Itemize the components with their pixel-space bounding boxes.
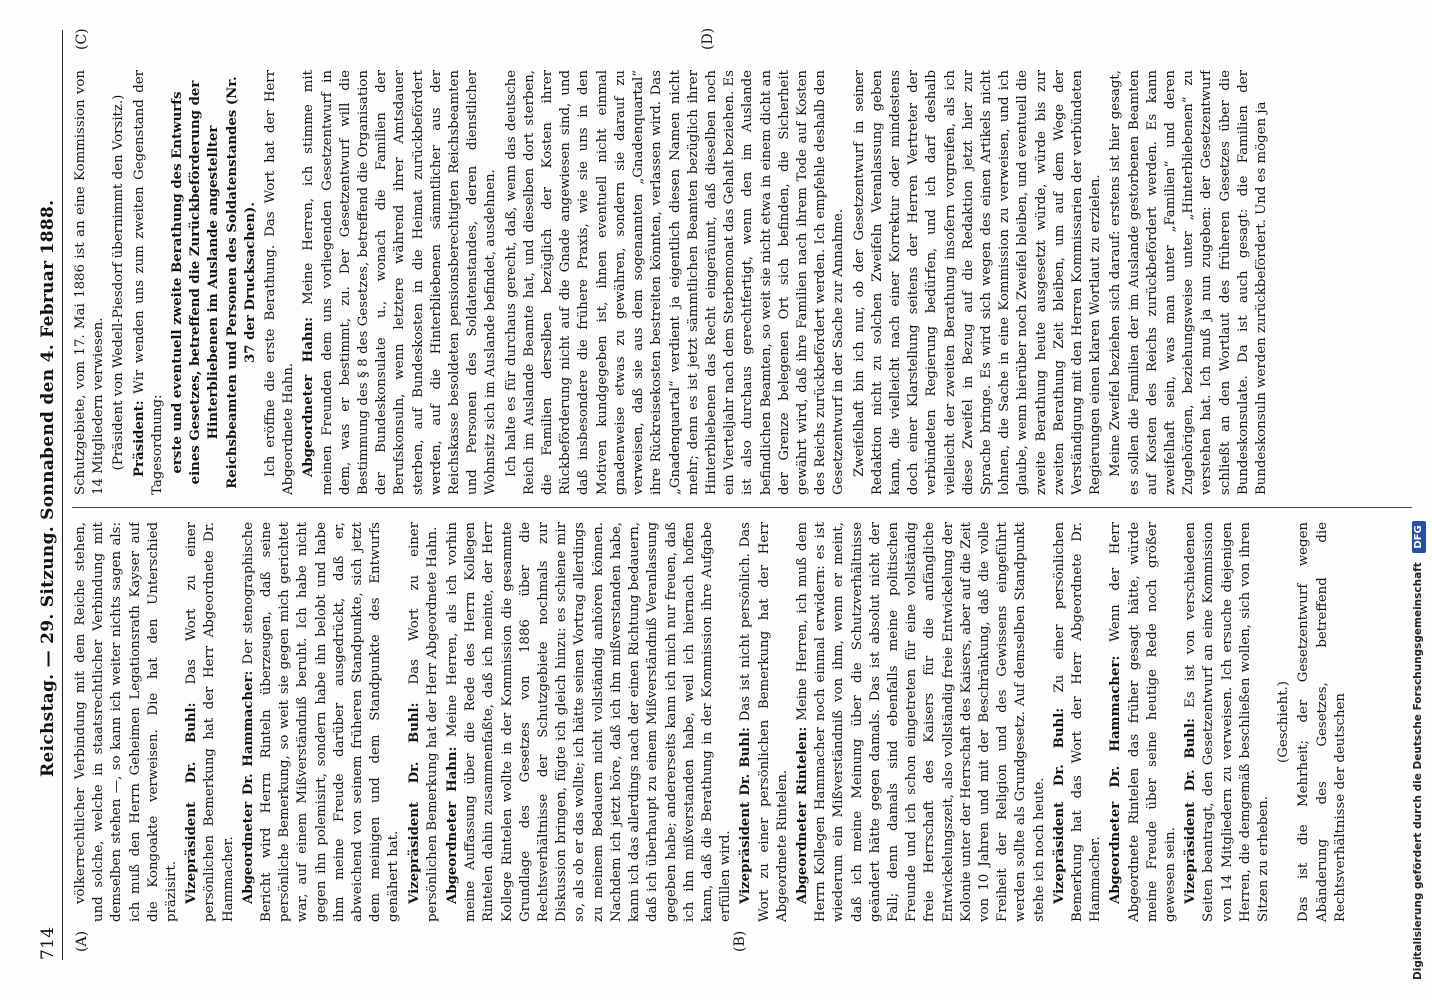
paragraph bbox=[240, 522, 404, 922]
paragraph-text: Wenn der Herr Abgeordnete Rintelen das früher gesagt hätte, würde meine Freude über seine heutige Rede noch größer gewesen sein. bbox=[1108, 522, 1178, 922]
paragraph bbox=[1051, 522, 1106, 922]
speaker-name: Vizepräsident Dr. Buhl: bbox=[1051, 707, 1067, 904]
paragraph-text: Ich eröffne die erste Berathung. Das Wort hat der Herr Abgeordnete Hahn. bbox=[263, 70, 297, 495]
paragraph bbox=[300, 70, 500, 495]
paragraph bbox=[444, 522, 735, 922]
paragraph bbox=[1107, 522, 1180, 922]
digitization-credit: Digitalisierung gefördert durch die Deutsche Forschungsgemeinschaft bbox=[1412, 562, 1424, 980]
speaker-name: Abgeordneter Dr. Hammacher: bbox=[240, 670, 256, 904]
speaker-name: Abgeordneter Hahn: bbox=[301, 316, 317, 477]
paragraph bbox=[72, 70, 108, 495]
paragraph-text: erste und eventuell zweite Berathung des Entwurfs eines Gesetzes, betreffend die Zurückbeförderung der Hinterbliebenen im Auslande angestellter Reichsbeamten und Personen des Soldatenstandes (Nr. 37 der Drucksachen). bbox=[170, 76, 258, 489]
paragraph-text: Ich halte es für durchaus gerecht, daß, wenn das deutsche Reich im Auslande Beamte hat, und dieselben dort sterben, die Familien derselben bezüglich der Kosten ihrer Rückbeförderung nicht auf die Gnade angewiesen sind, und daß insbesondere die frühere Praxis, wie sie uns in den Motiven kundgegeben ist, ihnen eventuell nicht einmal gnadenweise etwas zu gewähren, sondern sie darauf zu verweisen, daß sie aus dem sogenannten „Gnadenquartal“ ihre Rückreisekosten bestreiten könnten, verlassen wird. Das „Gnadenquartal“ verdient ja eigentlich diesen Namen nicht mehr; denn es ist jetzt sämmtlichen Beamten bezüglich ihrer Hinterbliebenen das Recht eingeräumt, daß dieselben noch ein Vierteljahr nach dem Sterbemonat das Gehalt beziehen. Es ist also durchaus gerechtfertigt, wenn den im Auslande befindlichen Beamten, so weit sie nicht etwa in einem dicht an der Grenze belegenen Ort sich befinden, die Sicherheit gewährt wird, daß ihre Familien nach ihrem Tode auf Kosten des Reichs zurückbefördert werden. Ich empfehle deshalb den Gesetzentwurf in der Sache zur Annahme. bbox=[503, 70, 847, 495]
paragraph bbox=[1275, 522, 1293, 922]
margin-marker-a: (A) bbox=[74, 930, 90, 952]
page-title: Reichstag. — 29. Sitzung. Sonnabend den 4. Februar 1888. bbox=[38, 199, 58, 777]
paragraph-text: Das ist die Mehrheit; der Gesetzentwurf wegen Abänderung des Gesetzes, betreffend die Rechtsverhältnisse der deutschen bbox=[1296, 522, 1348, 922]
paragraph bbox=[169, 70, 260, 495]
speaker-name: Abgeordneter Dr. Hammacher: bbox=[1108, 655, 1124, 904]
paragraph bbox=[851, 70, 1106, 495]
margin-marker-c: (C) bbox=[74, 28, 90, 50]
paragraph-text: Zweifelhaft bin ich nur, ob der Gesetzentwurf in seiner Redaktion nicht zu solchen Zweifeln Veranlassung geben kann, die vielleicht nach einer Korrektur oder mindestens doch einer Klarstellung seitens der Herren Vertreter der verbündeten Regierung bedürfen, und ich darf deshalb vielleicht der zweiten Berathung insofern vorgreifen, als ich diese Zweifel in Bezug auf die Redaktion jetzt hier zur Sprache bringe. Es wird sich wegen des einen Artikels nicht lohnen, die Sache in eine Kommission zu verweisen, und ich glaube, wenn hierüber noch Zweifel bleiben, und eventuell die zweite Berathung heute ausgesetzt würde, würde bis zur zweiten Berathung Zeit bleiben, um auf dem Wege der Verständigung mit den Herren Kommissarien der verbündeten Regierungen einen klaren Wortlaut zu erzielen. bbox=[851, 70, 1104, 495]
paragraph-text: Meine Herren, als ich vorhin meine Auffassung über die Rede des Herrn Kollegen Rintelen dahin zusammenfaßte, daß ich meinte, der Herr Kollege Rintelen wollte in der Kommission die gesammte Grundlage des Gesetzes von 1886 über die Rechtsverhältnisse der Schutzgebiete nochmals zur Diskussion bringen, fügte ich gleich hinzu: es schiene mir so, als ob er das wollte; ich hätte seinen Vortrag allerdings zu meinem Bedauern nicht vollständig anhören können. Nachdem ich jetzt höre, daß ich ihn mißverstanden habe, kann ich das allerdings nach der einen Richtung bedauern, daß ich überhaupt zu einem Mißverständniß Veranlassung gegeben habe; andererseits kann ich mich nur freuen, daß ich ihn mißverstanden habe, weil ich hiernach hoffen kann, daß die Berathung in der Kommission ihre Aufgabe erfüllen wird. bbox=[445, 522, 734, 922]
paragraph-text: Der stenographische Bericht wird Herrn Rinteln überzeugen, daß seine persönliche Bemerkung, so weit sie gegen mich gerichtet war, auf einem Mißverständniß beruht. Ich habe nicht gegen ihn polemisirt, sondern habe ihn belobt und habe ihm meine Freude darüber ausgedrückt, daß er, abweichend von seinem früheren Standpunkte, sich jetzt dem meinigen und dem Standpunkte des Entwurfs genähert hat. bbox=[240, 522, 402, 922]
paragraph-text: Wir wenden uns zum zweiten Gegenstand der Tagesordnung: bbox=[131, 70, 165, 495]
paragraph-text: Schutzgebiete, vom 17. Mai 1886 ist an eine Kommission von 14 Mitgliedern verwiesen. bbox=[73, 70, 107, 495]
running-head bbox=[18, 30, 58, 960]
left-column bbox=[72, 522, 1414, 922]
paragraph bbox=[1295, 522, 1350, 922]
speaker-name: Vizepräsident Dr. Buhl: bbox=[1183, 718, 1199, 904]
header-rule bbox=[62, 30, 63, 960]
paragraph bbox=[1182, 522, 1273, 922]
dfg-logo: DFG bbox=[1412, 521, 1426, 552]
speaker-name: Abgeordneter Hahn: bbox=[445, 746, 461, 904]
speaker-name: Präsident: bbox=[131, 400, 147, 477]
right-column bbox=[72, 70, 1414, 495]
page-number: 714 bbox=[38, 926, 58, 960]
margin-marker-d: (D) bbox=[700, 27, 716, 50]
margin-marker-b: (B) bbox=[732, 930, 748, 952]
paragraph bbox=[794, 522, 1049, 922]
paragraph-text: Das Wort zu einer persönlichen Bemerkung hat der Herr Abgeordnete Hahn. bbox=[406, 522, 440, 922]
paragraph-text: Das ist nicht persönlich. Das Wort zu einer persönlichen Bemerkung hat der Herr Abgeordnete Rintelen. bbox=[738, 522, 790, 922]
paragraph bbox=[262, 70, 298, 495]
paragraph-text: Meine Herren, ich muß dem Herrn Kollegen Hammacher noch einmal erwidern: es ist wiederum ein Mißverständniß von ihm, wenn er meint, daß ich meine Meinung über die Schutzverhältnisse geändert hätte gegen damals. Das ist absolut nicht der Fall; denn damals sind ebenfalls meine politischen Freunde und ich schon eingetreten für eine vollständig freie Herrschaft des Kaisers für die anfängliche Entwickelungszeit, also vollständig freie Entwickelung der Kolonie unter der Herrschaft des Kaisers, aber auf die Zeit von 10 Jahren und mit der Beschränkung, daß die volle Freiheit der Religion und des Gewissens eingeführt werden sollte als Grundgesetz. Auf demselben Standpunkt stehe ich noch heute. bbox=[794, 522, 1047, 922]
speaker-name: Vizepräsident Dr. Buhl: bbox=[406, 702, 422, 904]
paragraph bbox=[406, 522, 442, 922]
paragraph-text: völkerrechtlicher Verbindung mit dem Reiche stehen, und solche, welche in staatsrechtlicher Verbindung mit demselben stehen —, so kann ich weiter nichts sagen als: ich muß den Herrn Geheimen Legationsrath Kayser auf die Kongoakte verweisen. Die hat den Unterschied präzisirt. bbox=[73, 522, 180, 922]
paragraph-text: Meine Herren, ich stimme mit meinen Freunden dem uns vorliegenden Gesetzentwurf in dem, was er bestimmt, zu. Der Gesetzentwurf will die Bestimmung des § 8 des Gesetzes, betreffend die Organisation der Bundeskonsulate u., wonach die Familien der Berufskonsuln, wenn letztere während ihrer Amtsdauer sterben, auf Bundeskosten in die Heimat zurückbefördert werden, auf die Hinterbliebenen sämmtlicher aus der Reichskasse besoldeten pensionsberechtigten Reichsbeamten und Personen des Soldatenstandes, deren dienstlicher Wohnsitz sich im Auslande befindet, ausdehnen. bbox=[301, 70, 499, 495]
paragraph bbox=[110, 70, 128, 495]
speaker-name: Abgeordneter Rintelen: bbox=[794, 726, 810, 904]
speaker-name: Vizepräsident Dr. Buhl: bbox=[738, 727, 754, 904]
paragraph bbox=[183, 522, 238, 922]
paragraph bbox=[1107, 70, 1271, 495]
paragraph-text: Meine Zweifel beziehen sich darauf: erstens ist hier gesagt, es sollen die Familien der im Auslande gestorbenen Beamten auf Kosten des Reichs zurückbefördert werden. Es kann zweifelhaft sein, was man unter „Familien“ und deren Zugehörigen, beziehungsweise unter „Hinterbliebenen“ zu verstehen hat. Ich muß ja nun zugeben: der Gesetzentwurf schließt an den Wortlaut des früheren Gesetzes über die Bundeskonsulate. Da ist auch gesagt: die Familien der Bundeskonsuln werden zurückbefördert. Und es mögen ja bbox=[1108, 70, 1269, 495]
paragraph-text: Es ist von verschiedenen Seiten beantragt, den Gesetzentwurf an eine Kommission von 14 Mitgliedern zu verweisen. Ich ersuche diejenigen Herren, die demgemäß beschließen wollen, sich von ihren Sitzen zu erheben. bbox=[1183, 522, 1271, 922]
paragraph bbox=[72, 522, 181, 922]
paragraph-text: Zu einer persönlichen Bemerkung hat das Wort der Herr Abgeordnete Dr. Hammacher. bbox=[1051, 522, 1104, 922]
paragraph bbox=[131, 70, 167, 495]
paragraph-text: Das Wort zu einer persönlichen Bemerkung hat der Herr Abgeordnete Dr. Hammacher. bbox=[184, 522, 236, 922]
paragraph bbox=[503, 70, 849, 495]
paragraph-text: (Präsident von Wedell-Piesdorf übernimmt den Vorsitz.) bbox=[111, 94, 127, 471]
column-divider bbox=[72, 507, 1412, 508]
paragraph-text: (Geschieht.) bbox=[1276, 681, 1292, 763]
paragraph bbox=[737, 522, 792, 922]
speaker-name: Vizepräsident Dr. Buhl: bbox=[184, 702, 200, 904]
digitization-note bbox=[1408, 20, 1428, 980]
